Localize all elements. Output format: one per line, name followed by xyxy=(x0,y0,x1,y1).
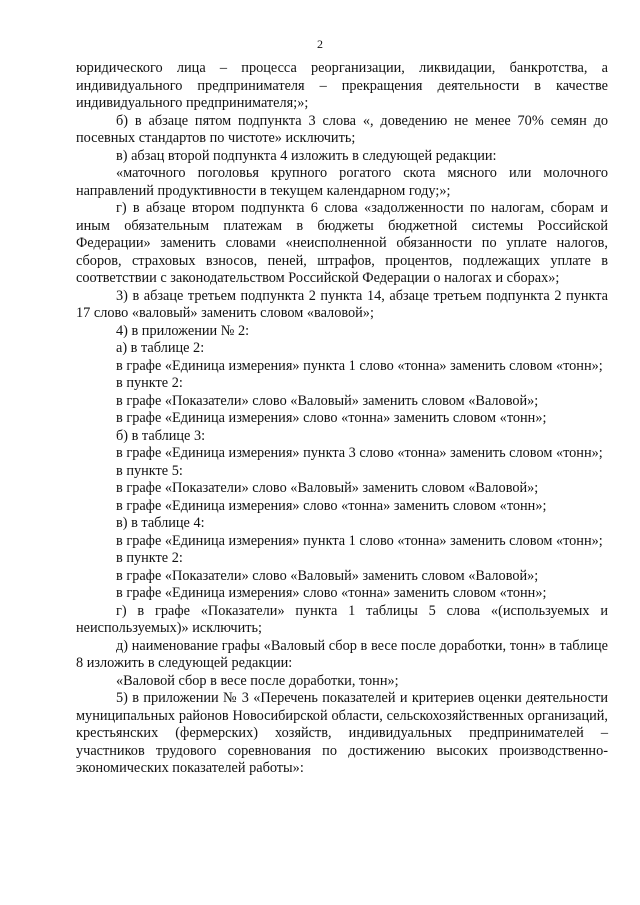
paragraph: в графе «Показатели» слово «Валовый» заменить словом «Валовой»; xyxy=(116,567,539,584)
paragraph: в графе «Единица измерения» слово «тонна» заменить словом «тонн»; xyxy=(116,410,547,426)
paragraph: в пункте 2: xyxy=(116,550,183,566)
paragraph: д) наименование графы «Валовый сбор в весе после доработки, тонн» в таблице 8 изложить в следующей редакции: xyxy=(76,637,608,671)
paragraph: «маточного поголовья крупного рогатого скота мясного или молочного направлений продуктивности в текущем календарном году;»; xyxy=(76,165,608,199)
paragraph: в пункте 2: xyxy=(116,375,183,391)
paragraph: г) в графе «Показатели» пункта 1 таблицы 5 слова «(используемых и неиспользуемых)» исключить; xyxy=(76,602,608,636)
paragraph-continuation: юридического лица – процесса реорганизации, ликвидации, банкротства, а индивидуального предпринимателя – прекращения деятельности в качестве индивидуального предпринимателя;»; xyxy=(76,60,608,111)
paragraph: в графе «Единица измерения» пункта 3 слово «тонна» заменить словом «тонн»; xyxy=(116,445,603,461)
page-number: 2 xyxy=(317,37,323,51)
paragraph: г) в абзаце втором подпункта 6 слова «задолженности по налогам, сборам и иным обязательным платежам в бюджеты бюджетной системы Российской Федерации» заменить словами «неисполненной обязанности по уплате налогов, сборов, страховых взносов, пеней, штрафов, процентов, подлежащих уплате в соответствии с законодательством Российской Федерации о налогах и сборах»; xyxy=(76,200,608,286)
paragraph: в) в таблице 4: xyxy=(116,515,205,531)
paragraph: в графе «Единица измерения» пункта 1 слово «тонна» заменить словом «тонн»; xyxy=(116,532,603,549)
paragraph: 4) в приложении № 2: xyxy=(116,322,250,339)
paragraph: а) в таблице 2: xyxy=(116,340,205,356)
paragraph: в графе «Единица измерения» слово «тонна» заменить словом «тонн»; xyxy=(116,585,547,601)
paragraph: в графе «Единица измерения» слово «тонна» заменить словом «тонн»; xyxy=(116,497,547,514)
paragraph: б) в таблице 3: xyxy=(116,427,206,444)
paragraph: в графе «Показатели» слово «Валовый» заменить словом «Валовой»; xyxy=(116,480,539,496)
paragraph: 3) в абзаце третьем подпункта 2 пункта 14, абзаце третьем подпункта 2 пункта 17 слово «валовый» заменить словом «валовой»; xyxy=(76,287,608,321)
paragraph: в графе «Показатели» слово «Валовый» заменить словом «Валовой»; xyxy=(116,392,539,409)
document-body xyxy=(76,60,608,778)
paragraph: б) в абзаце пятом подпункта 3 слова «, доведению не менее 70% семян до посевных стандартов по чистоте» исключить; xyxy=(76,112,608,146)
paragraph: в графе «Единица измерения» пункта 1 слово «тонна» заменить словом «тонн»; xyxy=(116,357,603,374)
paragraph: «Валовой сбор в весе после доработки, тонн»; xyxy=(116,672,399,689)
paragraph: 5) в приложении № 3 «Перечень показателей и критериев оценки деятельности муниципальных районов Новосибирской области, сельскохозяйственных организаций, крестьянских (фермерских) хозяйств, индивидуальных предпринимателей – участников трудового соревнования по достижению высоких производственно-экономических показателей работы»: xyxy=(76,690,608,776)
paragraph: в) абзац второй подпункта 4 изложить в следующей редакции: xyxy=(116,147,497,164)
paragraph: в пункте 5: xyxy=(116,462,183,479)
